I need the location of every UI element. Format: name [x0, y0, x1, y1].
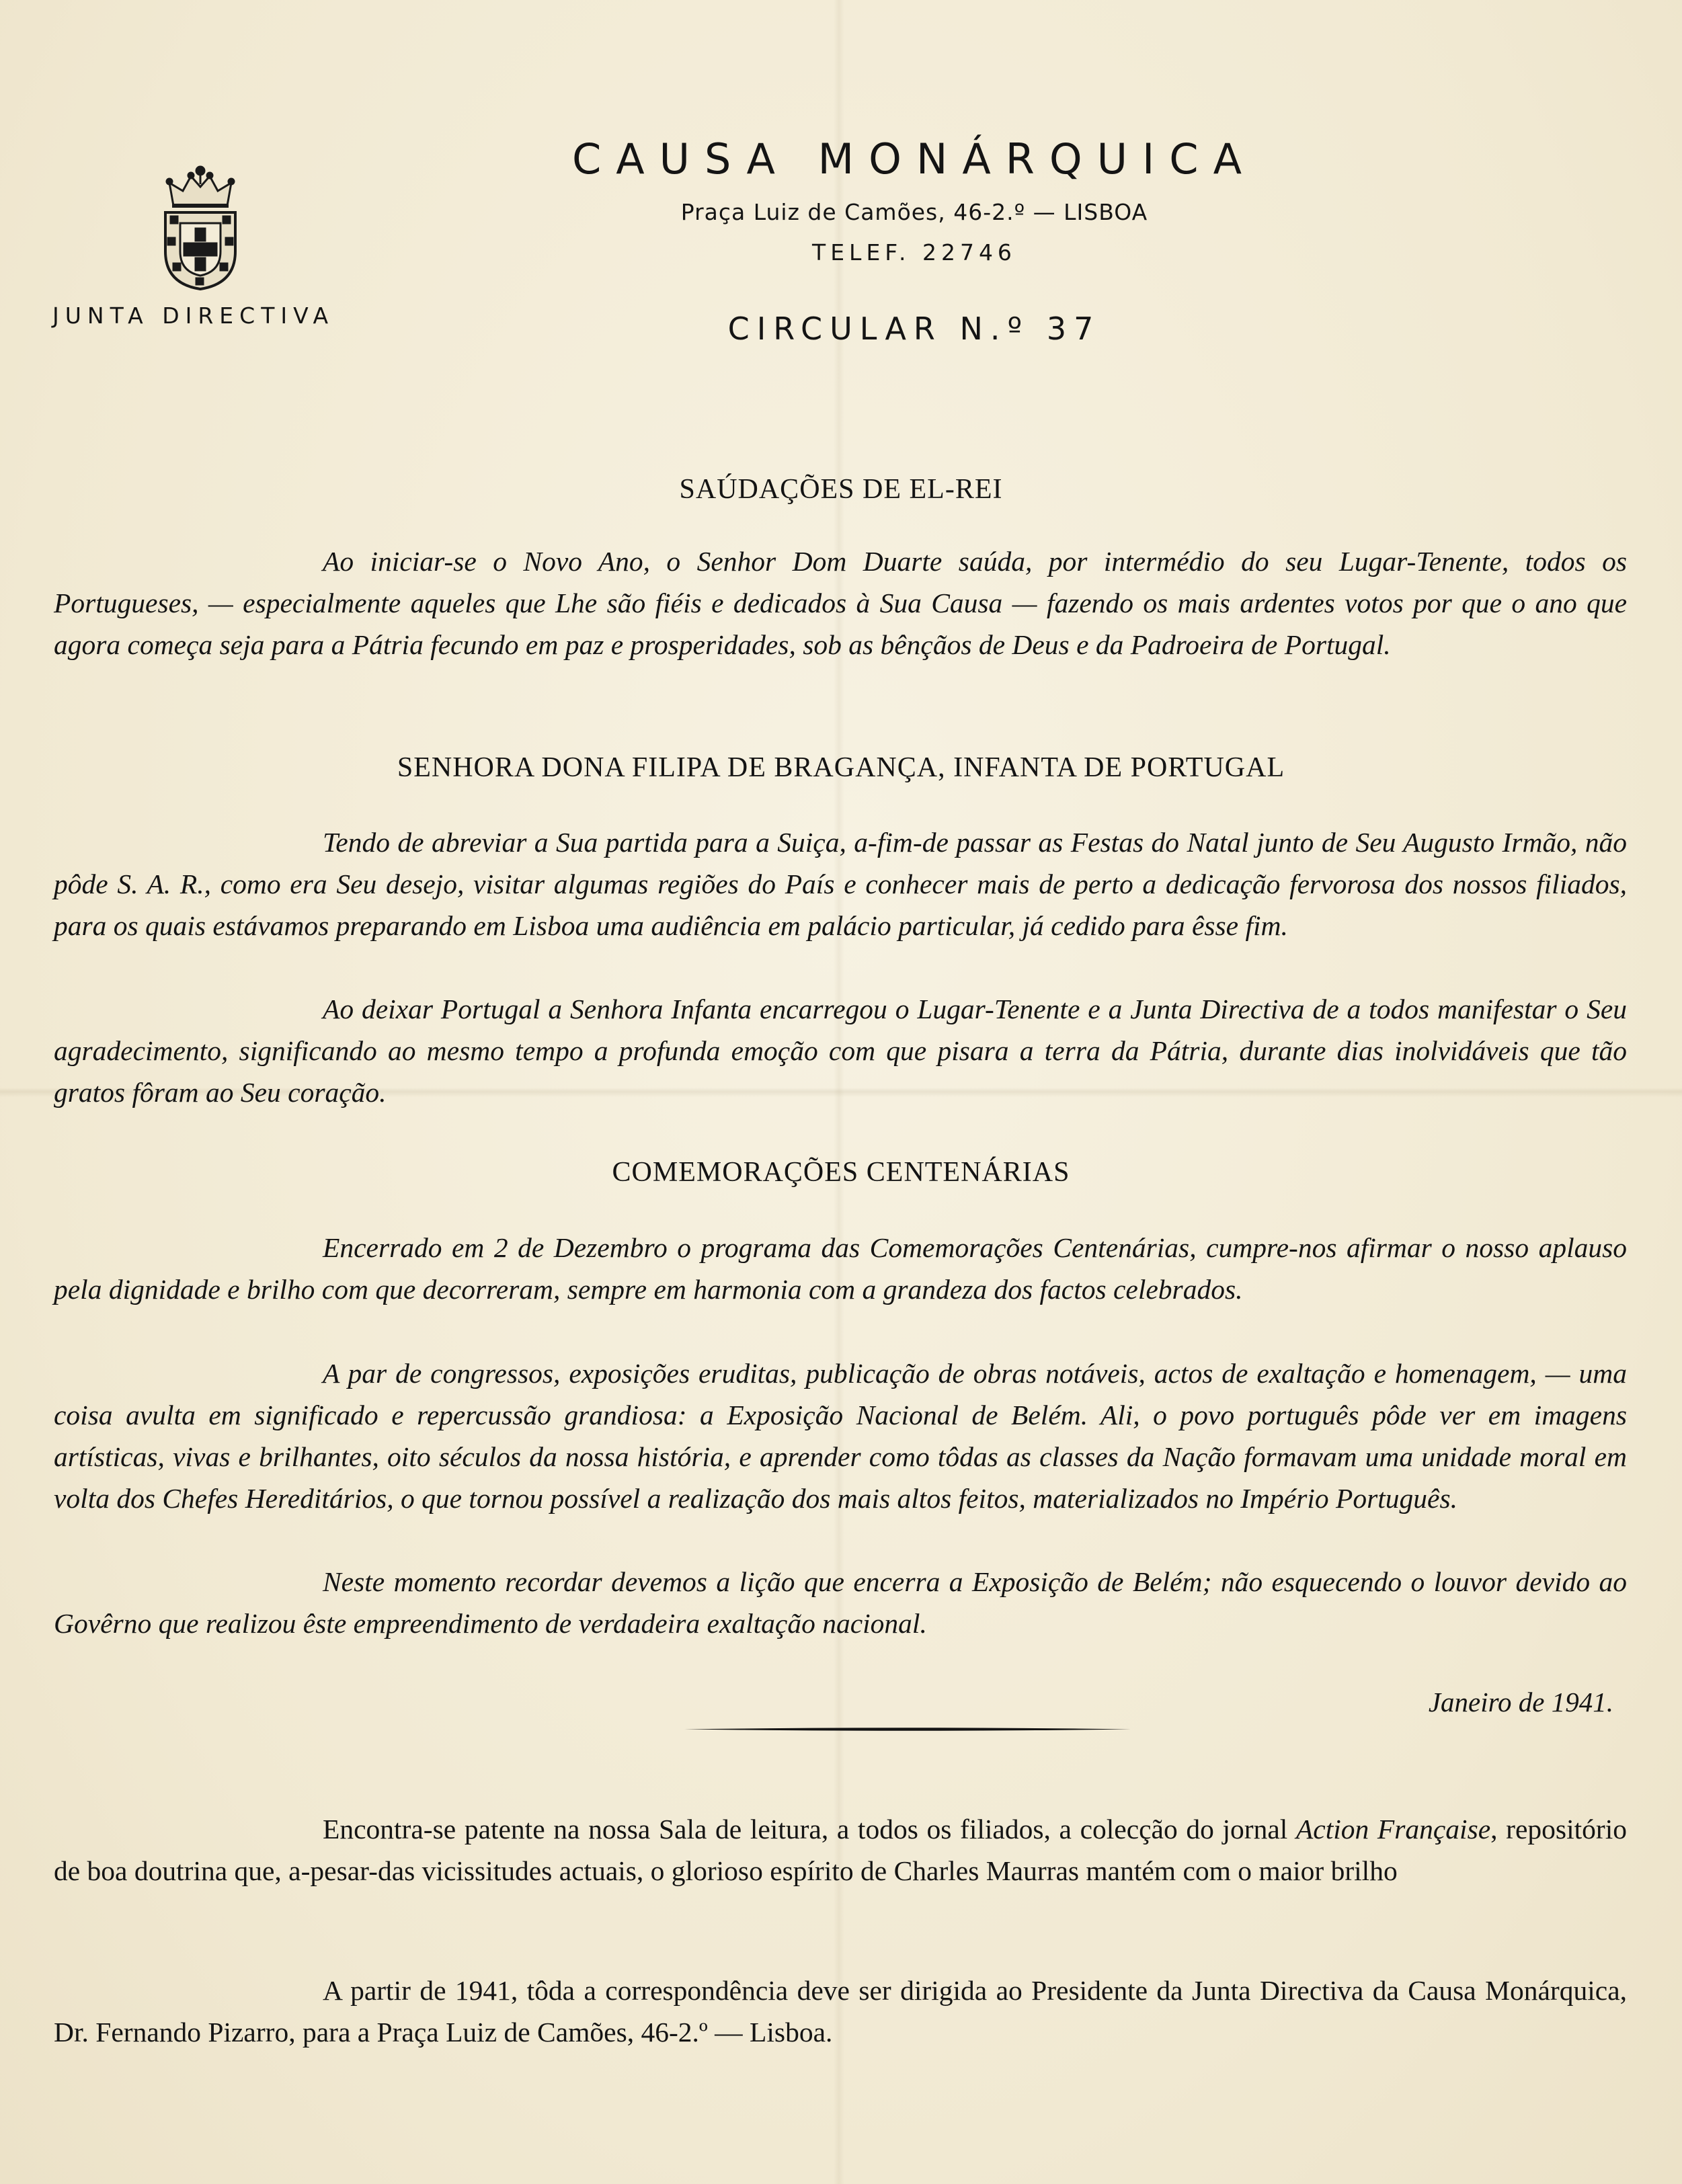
- organization-title: CAUSA MONÁRQUICA: [571, 134, 1257, 184]
- notice-action-francaise: [54, 1808, 1627, 1892]
- paragraph-infanta-1: Tendo de abreviar a Sua partida para a Suiça, a-fim-de passar as Festas do Natal junto de Seu Augusto Irmão, não pôde S. A. R., como era Seu desejo, visitar algumas regiões do País e conhecer mais de perto a dedicação fervorosa dos nossos filiados, para os quais estávamos preparando em Lisboa uma audiência em palácio particular, já cedido para êsse fim.: [54, 827, 1627, 941]
- paragraph-infanta-2: Ao deixar Portugal a Senhora Infanta encarregou o Lugar-Tenente e a Junta Directiva de a todos manifestar o Seu agradecimento, significando ao mesmo tempo a profunda emoção com que pisara a terra da Pátria, durante dias inolvidáveis que tão gratos fôram ao Seu coração.: [54, 994, 1627, 1108]
- section-heading-infanta: SENHORA DONA FILIPA DE BRAGANÇA, INFANTA DE PORTUGAL: [397, 752, 1285, 783]
- paragraph-comemoracoes-3: Neste momento recordar devemos a lição que encerra a Exposição de Belém; não esquecendo o louvor devido ao Govêrno que realizou êste empreendimento de verdadeira exaltação nacional.: [54, 1566, 1627, 1639]
- journal-title: Action Française: [1295, 1814, 1491, 1845]
- phone-line: TELEF. 22746: [812, 239, 1016, 266]
- paragraph-comemoracoes-2: A par de congressos, exposições eruditas, publicação de obras notáveis, actos de exaltação e homenagem, — uma coisa avulta em significado e repercussão grandiosa: a Exposição Nacional de Belém. Ali, o povo português pôde ver em imagens artísticas, vivas e brilhantes, oito séculos da nossa história, e aprender como tôdas as classes da Nação formavam uma unidade moral em volta dos Chefes Hereditários, o que tornou possível a realização dos mais altos feitos, materializados no Império Português.: [54, 1358, 1627, 1514]
- paragraph-comemoracoes-1: Encerrado em 2 de Dezembro o programa das Comemorações Centenárias, cumpre-nos afirmar o nosso aplauso pela dignidade e brilho com que decorreram, sempre em harmonia com a grandeza dos factos celebrados.: [54, 1232, 1627, 1305]
- royal-crest-icon: [153, 164, 247, 292]
- section-heading-saudacoes: SAÚDAÇÕES DE EL-REI: [679, 474, 1003, 505]
- notice-text-before: Encontra-se patente na nossa Sala de leitura, a todos os filiados, a colecção do jornal: [323, 1814, 1296, 1845]
- section-heading-comemoracoes: COMEMORAÇÕES CENTENÁRIAS: [612, 1157, 1070, 1188]
- address-line: Praça Luiz de Camões, 46-2.º — LISBOA: [680, 199, 1148, 225]
- notice-correspondence: A partir de 1941, tôda a correspondência deve ser dirigida ao Presidente da Junta Directiva da Causa Monárquica, Dr. Fernando Pizarro, para a Praça Luiz de Camões, 46-2.º — Lisboa.: [54, 1975, 1627, 2048]
- junta-directiva-label: JUNTA DIRECTIVA: [52, 302, 335, 329]
- paragraph-saudacoes: Ao iniciar-se o Novo Ano, o Senhor Dom Duarte saúda, por intermédio do seu Lugar-Tenente, todos os Portugueses, — especialmente aqueles que Lhe são fiéis e dedicados à Sua Causa — fazendo os mais ardentes votos por que o ano que agora começa seja para a Pátria fecundo em paz e prosperidades, sob as bênçãos de Deus e da Padroeira de Portugal.: [54, 546, 1627, 660]
- divider-rule: [684, 1726, 1131, 1732]
- notice-text-after: , repositório de boa doutrina que, a-pesar-das vicissitudes actuais, o glorioso espírito de Charles Maurras mantém com o maior brilho: [54, 1814, 1627, 1886]
- circular-number: CIRCULAR N.º 37: [727, 311, 1101, 347]
- date-line: Janeiro de 1941.: [1428, 1687, 1613, 1717]
